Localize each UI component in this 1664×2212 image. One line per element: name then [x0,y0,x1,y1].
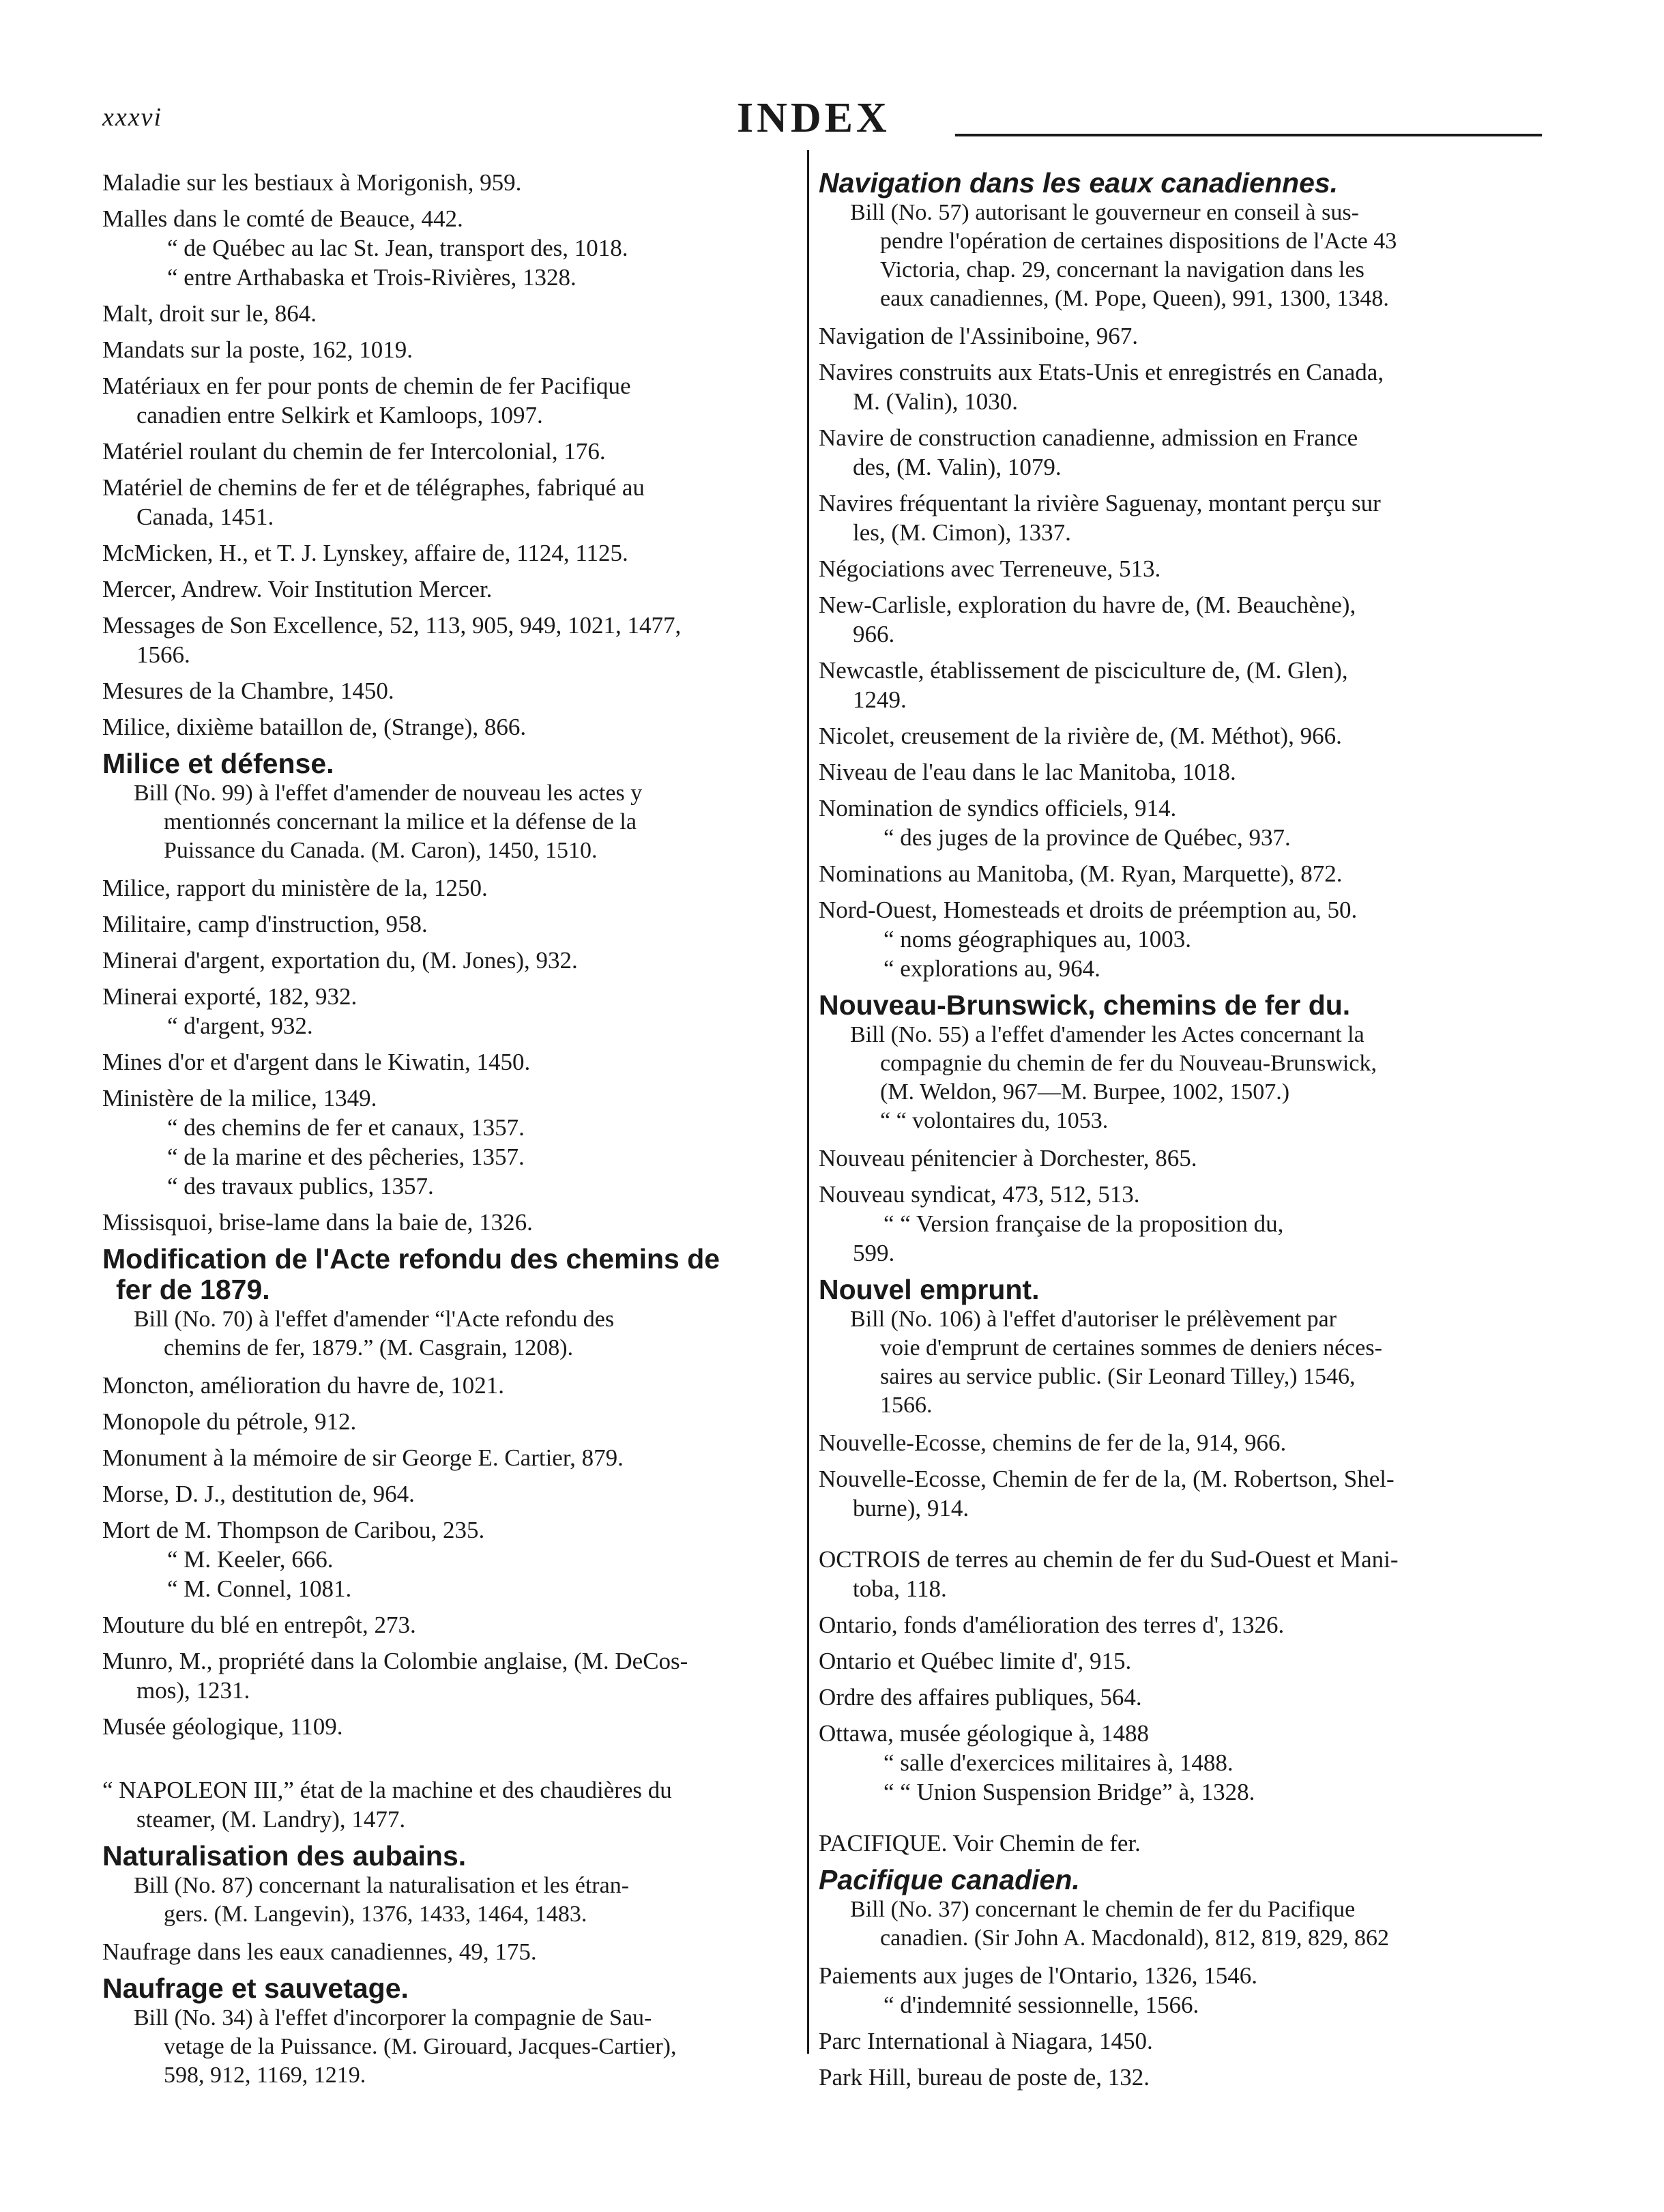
section-heading: Modification de l'Acte refondu des chemins de fer de 1879. [102,1243,720,1305]
index-entry: Ordre des affaires publiques, 564. [819,1684,1142,1711]
index-entry: “ NAPOLEON III,” état de la machine et des chaudières du steamer, (M. Landry), 1477. [102,1777,672,1833]
index-entry: Messages de Son Excellence, 52, 113, 905, 949, 1021, 1477, 1566. [102,612,682,668]
index-entry: Milice, dixième bataillon de, (Strange), 866. [102,714,527,740]
index-entry: Mouture du blé en entrepôt, 273. [102,1612,416,1638]
index-entry: Navire de construction canadienne, admission en France des, (M. Valin), 1079. [819,424,1358,480]
index-entry: Navigation de l'Assiniboine, 967. [819,323,1139,349]
index-entry: Musée géologique, 1109. [102,1713,343,1740]
index-entry: Militaire, camp d'instruction, 958. [102,911,428,937]
index-entry: Milice, rapport du ministère de la, 1250. [102,875,488,901]
index-entry: Nicolet, creusement de la rivière de, (M. Méthot), 966. [819,723,1342,749]
index-entry: Négociations avec Terreneuve, 513. [819,555,1161,582]
index-entry: New-Carlisle, exploration du havre de, (M. Beauchène), 966. [819,592,1356,647]
index-entry: Ontario et Québec limite d', 915. [819,1648,1132,1674]
index-entry: Mercer, Andrew. Voir Institution Mercer. [102,576,493,602]
header-rule [955,134,1542,136]
index-entry: Navires fréquentant la rivière Saguenay, montant perçu sur les, (M. Cimon), 1337. [819,490,1381,546]
bill-entry: Bill (No. 34) à l'effet d'incorporer la compagnie de Sau- vetage de la Puissance. (M. Girouard, Jacques-Cartier), 598, 912, 1169, 1219. [134,2005,677,2088]
index-entry: Malt, droit sur le, 864. [102,300,317,327]
index-entry: Nouvelle-Ecosse, Chemin de fer de la, (M. Robertson, Shel- burne), 914. [819,1466,1395,1522]
index-entry: Mesures de la Chambre, 1450. [102,678,394,704]
index-entry: Niveau de l'eau dans le lac Manitoba, 1018. [819,759,1236,785]
index-entry: Parc International à Niagara, 1450. [819,2028,1153,2054]
index-entry: Matériel de chemins de fer et de télégraphes, fabriqué au Canada, 1451. [102,474,645,530]
index-entry: Nouvelle-Ecosse, chemins de fer de la, 914, 966. [819,1429,1287,1456]
index-entry: Minerai d'argent, exportation du, (M. Jones), 932. [102,947,578,974]
bill-entry: Bill (No. 37) concernant le chemin de fer du Pacifique canadien. (Sir John A. Macdonald), 812, 819, 829, 862 [850,1897,1389,1951]
index-entry: Nouveau pénitencier à Dorchester, 865. [819,1145,1197,1172]
index-entry: Matériaux en fer pour ponts de chemin de fer Pacifique canadien entre Selkirk et Kamloops, 1097. [102,373,631,428]
bill-entry: Bill (No. 106) à l'effet d'autoriser le prélèvement par voie d'emprunt de certaines sommes de deniers néces- saires au service public. (Sir Leonard Tilley,) 1546, 1566. [850,1307,1382,1418]
section-heading: Pacifique canadien. [819,1864,1080,1895]
section-heading: Navigation dans les eaux canadiennes. [819,167,1339,199]
section-heading: Nouvel emprunt. [819,1274,1040,1305]
index-entry: Moncton, amélioration du havre de, 1021. [102,1372,505,1399]
section-heading: Nouveau-Brunswick, chemins de fer du. [819,989,1351,1021]
index-entry: Navires construits aux Etats-Unis et enregistrés en Canada, M. (Valin), 1030. [819,359,1384,415]
index-entry: Naufrage dans les eaux canadiennes, 49, 175. [102,1938,537,1965]
index-entry: Ontario, fonds d'amélioration des terres d', 1326. [819,1612,1285,1638]
index-entry: Matériel roulant du chemin de fer Intercolonial, 176. [102,438,606,465]
column-divider [807,150,809,2054]
right-column [819,168,1542,2099]
index-entry: Maladie sur les bestiaux à Morigonish, 959. [102,169,522,196]
index-entry: McMicken, H., et T. J. Lynskey, affaire de, 1124, 1125. [102,540,628,566]
index-entry: Mines d'or et d'argent dans le Kiwatin, 1450. [102,1049,531,1075]
index-entry: Paiements aux juges de l'Ontario, 1326, 1546. “ d'indemnité sessionnelle, 1566. [819,1962,1258,2018]
bill-entry: Bill (No. 70) à l'effet d'amender “l'Acte refondu des chemins de fer, 1879.” (M. Casgrain, 1208). [134,1307,615,1360]
index-entry: Nouveau syndicat, 473, 512, 513. “ “ Version française de la proposition du, 599. [819,1181,1284,1266]
section-heading: Naturalisation des aubains. [102,1840,467,1872]
page-title: INDEX [737,95,890,141]
left-column [102,168,805,2098]
index-entry: Minerai exporté, 182, 932. “ d'argent, 932. [102,983,357,1039]
index-entry: Nomination de syndics officiels, 914. “ des juges de la province de Québec, 937. [819,795,1291,851]
page-number: xxxvi [102,103,163,132]
index-entry: Morse, D. J., destitution de, 964. [102,1481,415,1507]
index-entry: Munro, M., propriété dans la Colombie anglaise, (M. DeCos- mos), 1231. [102,1648,688,1704]
bill-entry: Bill (No. 57) autorisant le gouverneur en conseil à sus- pendre l'opération de certaines dispositions de l'Acte 43 Victoria, chap. 29, concernant la navigation dans les eaux canadiennes, (M. Pope, Queen), 991, 1300, 1348. [850,200,1397,311]
bill-entry: Bill (No. 87) concernant la naturalisation et les étran- gers. (M. Langevin), 1376, 1433, 1464, 1483. [134,1873,630,1927]
index-entry: Nord-Ouest, Homesteads et droits de préemption au, 50. “ noms géographiques au, 1003. “ explorations au, 964. [819,897,1358,982]
index-entry: Mandats sur la poste, 162, 1019. [102,336,413,363]
index-entry: Monument à la mémoire de sir George E. Cartier, 879. [102,1444,624,1471]
index-entry: Malles dans le comté de Beauce, 442. “ de Québec au lac St. Jean, transport des, 1018. “ entre Arthabaska et Trois-Rivières, 1328. [102,205,628,291]
index-entry: Park Hill, bureau de poste de, 132. [819,2064,1150,2091]
index-entry: PACIFIQUE. Voir Chemin de fer. [819,1830,1141,1857]
bill-entry: Bill (No. 55) a l'effet d'amender les Actes concernant la compagnie du chemin de fer du Nouveau-Brunswick, (M. Weldon, 967—M. Burpee, 1002, 1507.) “ “ volontaires du, 1053. [850,1022,1377,1133]
index-entry: Nominations au Manitoba, (M. Ryan, Marquette), 872. [819,860,1343,887]
index-entry: Mort de M. Thompson de Caribou, 235. “ M. Keeler, 666. “ M. Connel, 1081. [102,1517,485,1602]
index-entry: OCTROIS de terres au chemin de fer du Sud-Ouest et Mani- toba, 118. [819,1546,1399,1602]
section-heading: Naufrage et sauvetage. [102,1973,409,2004]
index-entry: Ministère de la milice, 1349. “ des chemins de fer et canaux, 1357. “ de la marine et des pêcheries, 1357. “ des travaux publics, 1357. [102,1085,525,1199]
index-entry: Ottawa, musée géologique à, 1488 “ salle d'exercices militaires à, 1488. “ “ Union Suspension Bridge” à, 1328. [819,1720,1255,1805]
bill-entry: Bill (No. 99) à l'effet d'amender de nouveau les actes y mentionnés concernant la milice et la défense de la Puissance du Canada. (M. Caron), 1450, 1510. [134,781,643,863]
section-heading: Milice et défense. [102,748,334,779]
index-entry: Newcastle, établissement de pisciculture de, (M. Glen), 1249. [819,657,1348,713]
index-entry: Missisquoi, brise-lame dans la baie de, 1326. [102,1209,533,1236]
index-entry: Monopole du pétrole, 912. [102,1408,357,1435]
